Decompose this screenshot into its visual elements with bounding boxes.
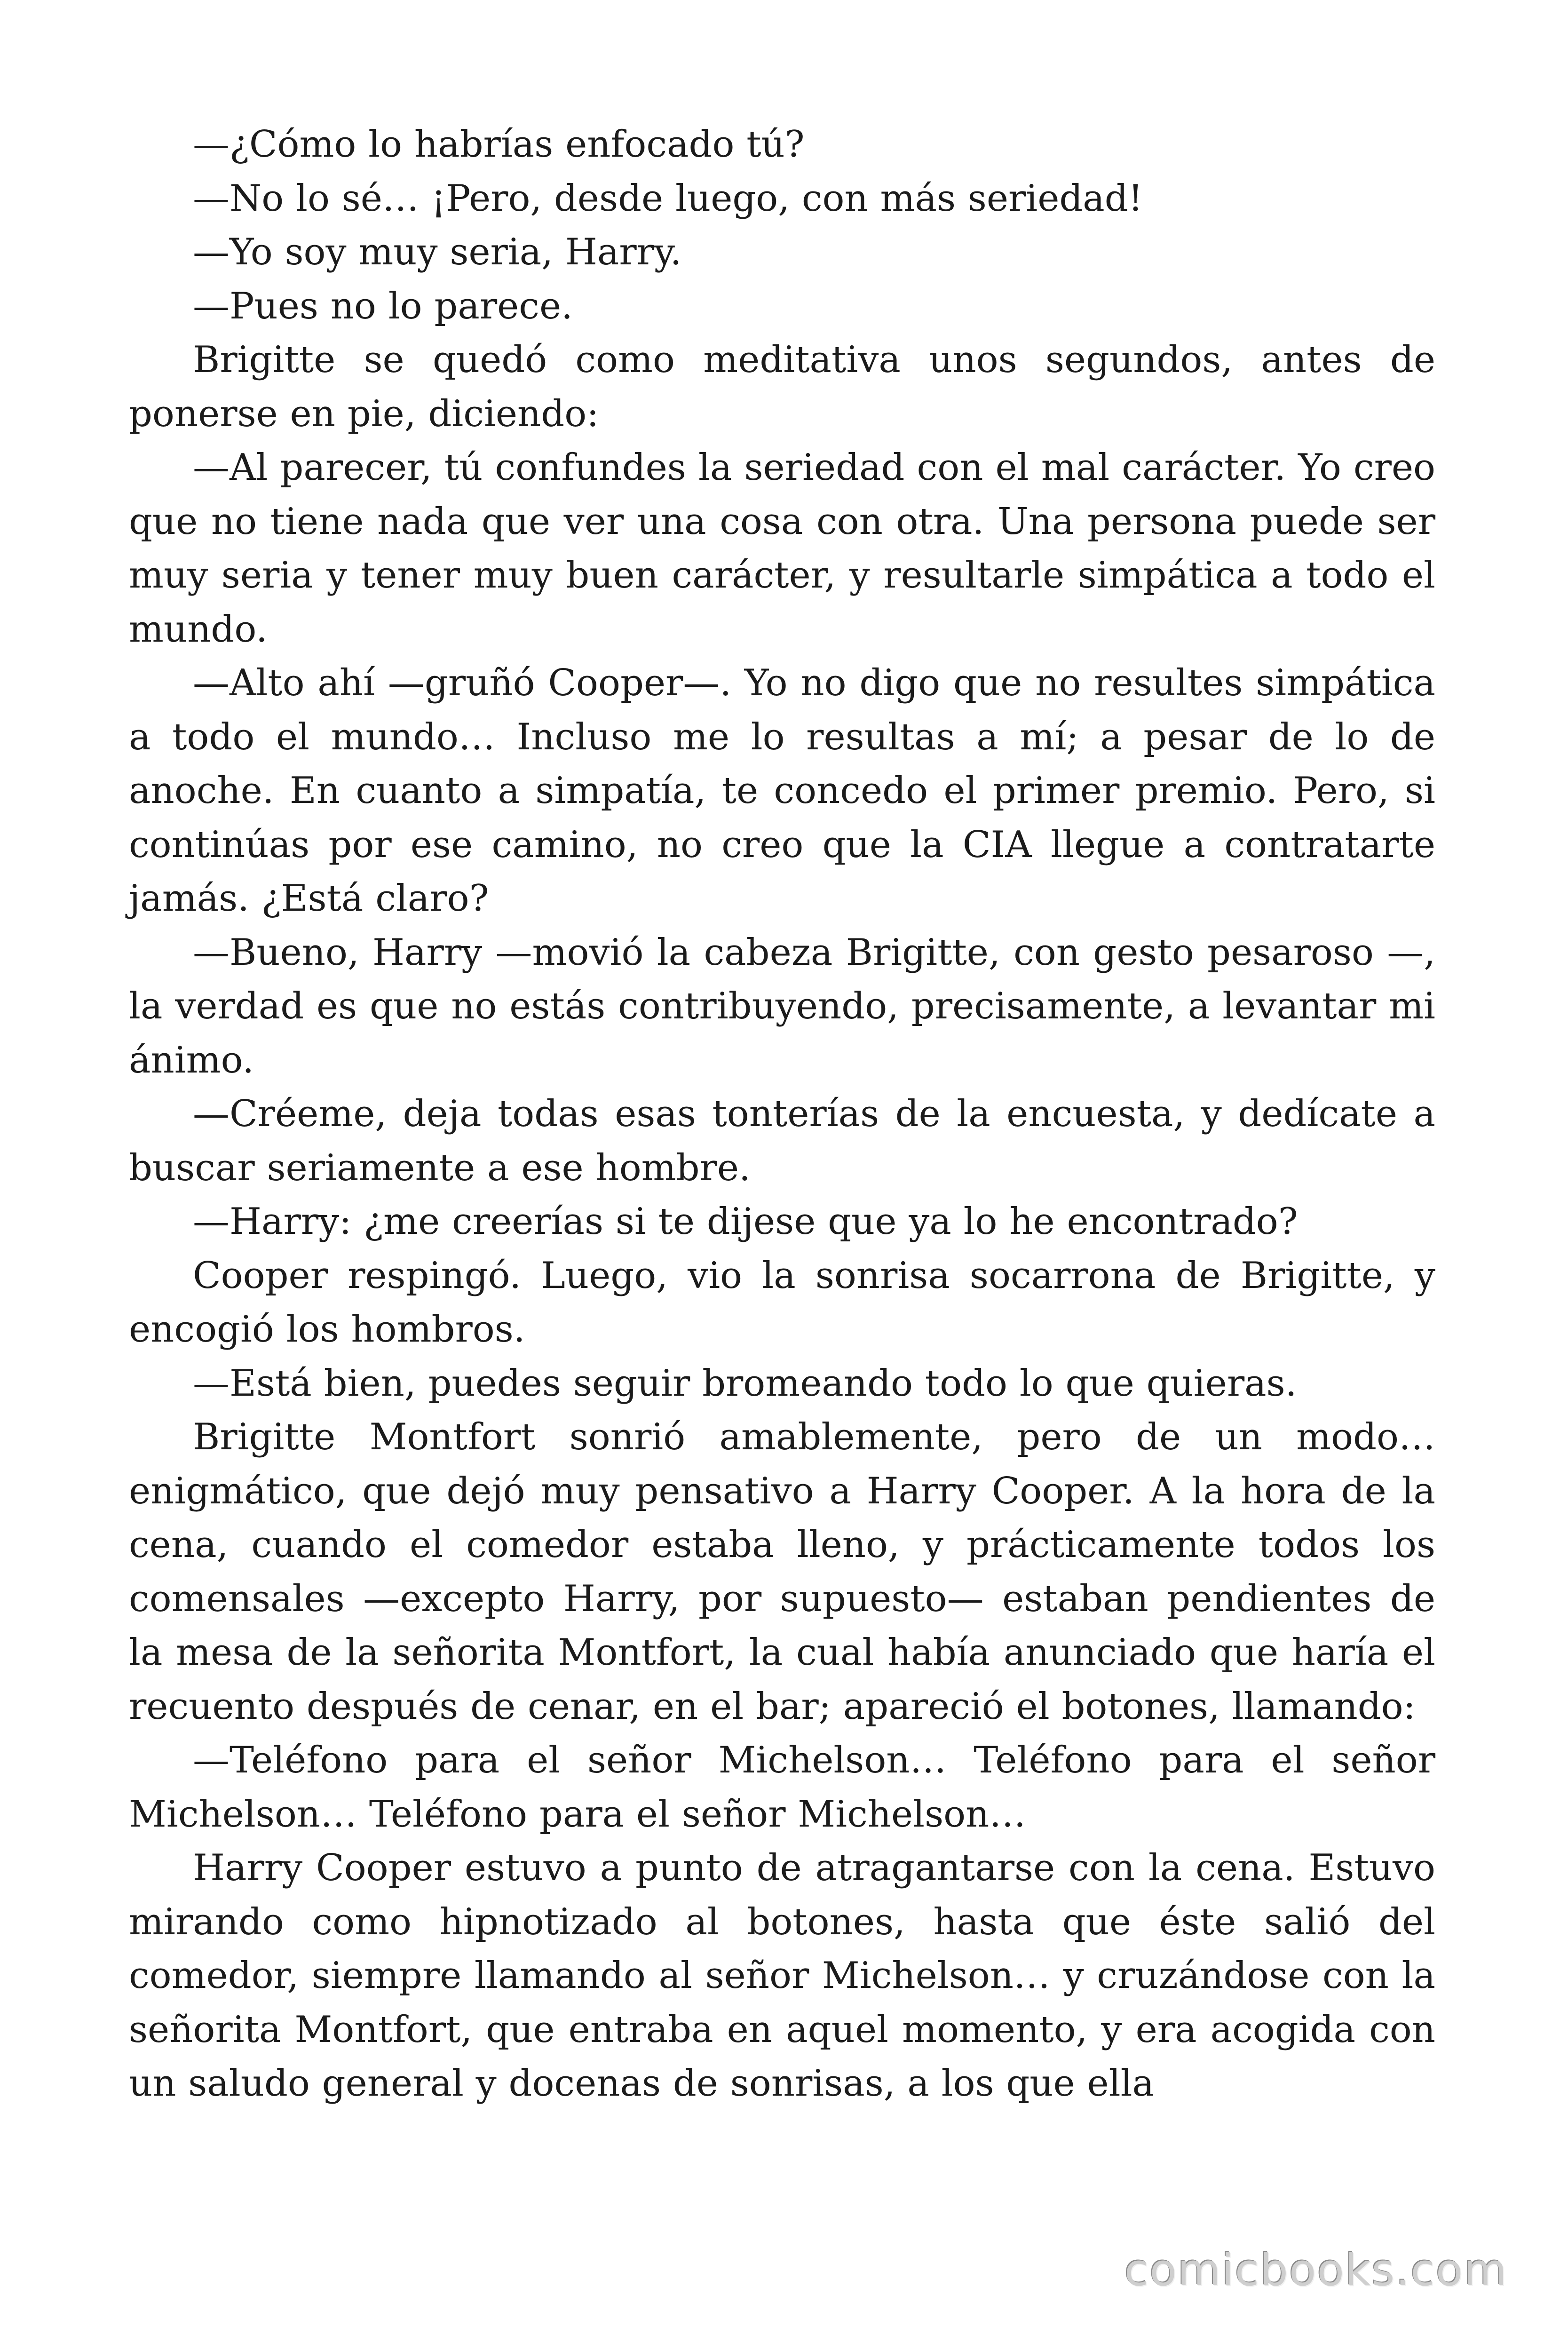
- paragraph: —Está bien, puedes seguir bromeando todo lo que quieras.: [193, 1362, 1297, 1405]
- paragraph: —Pues no lo parece.: [193, 285, 573, 327]
- paragraph: —Harry: ¿me creerías si te dijese que ya lo he encontrado?: [193, 1200, 1298, 1243]
- paragraph: —Teléfono para el señor Michelson… Teléfono para el señor Michelson… Teléfono para el señor Michelson…: [129, 1739, 1435, 1836]
- paragraph: —¿Cómo lo habrías enfocado tú?: [193, 123, 805, 166]
- paragraph: Brigitte Montfort sonrió amablemente, pero de un modo… enigmático, que dejó muy pensativo a Harry Cooper. A la hora de la cena, cuando el comedor estaba lleno, y prácticamente todos los comensales —excepto Harry, por supuesto— estaban pendientes de la mesa de la señorita Montfort, la cual había anunciado que haría el recuento después de cenar, en el bar; apareció el botones, llamando:: [129, 1416, 1435, 1728]
- page-text: [129, 118, 1435, 2111]
- paragraph: Brigitte se quedó como meditativa unos segundos, antes de ponerse en pie, diciendo:: [129, 339, 1435, 435]
- paragraph: —Alto ahí —gruñó Cooper—. Yo no digo que no resultes simpática a todo el mundo… Incluso me lo resultas a mí; a pesar de lo de anoche. En cuanto a simpatía, te concedo el primer premio. Pero, si continúas por ese camino, no creo que la CIA llegue a contratarte jamás. ¿Está claro?: [129, 662, 1435, 920]
- paragraph: —Bueno, Harry —movió la cabeza Brigitte, con gesto pesaroso —, la verdad es que no estás contribuyendo, precisamente, a levantar mi ánimo.: [129, 931, 1435, 1081]
- watermark: comicbooks.com: [1124, 2245, 1508, 2296]
- paragraph: —Créeme, deja todas esas tonterías de la encuesta, y dedícate a buscar seriamente a ese hombre.: [129, 1093, 1435, 1189]
- paragraph: Harry Cooper estuvo a punto de atragantarse con la cena. Estuvo mirando como hipnotizado al botones, hasta que éste salió del comedor, siempre llamando al señor Michelson… y cruzándose con la señorita Montfort, que entraba en aquel momento, y era acogida con un saludo general y docenas de sonrisas, a los que ella: [129, 1847, 1435, 2105]
- paragraph: —Yo soy muy seria, Harry.: [193, 231, 682, 273]
- paragraph: —No lo sé… ¡Pero, desde luego, con más seriedad!: [193, 177, 1143, 220]
- paragraph: —Al parecer, tú confundes la seriedad con el mal carácter. Yo creo que no tiene nada que ver una cosa con otra. Una persona puede ser muy seria y tener muy buen carácter, y resultarle simpática a todo el mundo.: [129, 446, 1435, 651]
- paragraph: Cooper respingó. Luego, vio la sonrisa socarrona de Brigitte, y encogió los hombros.: [129, 1254, 1435, 1351]
